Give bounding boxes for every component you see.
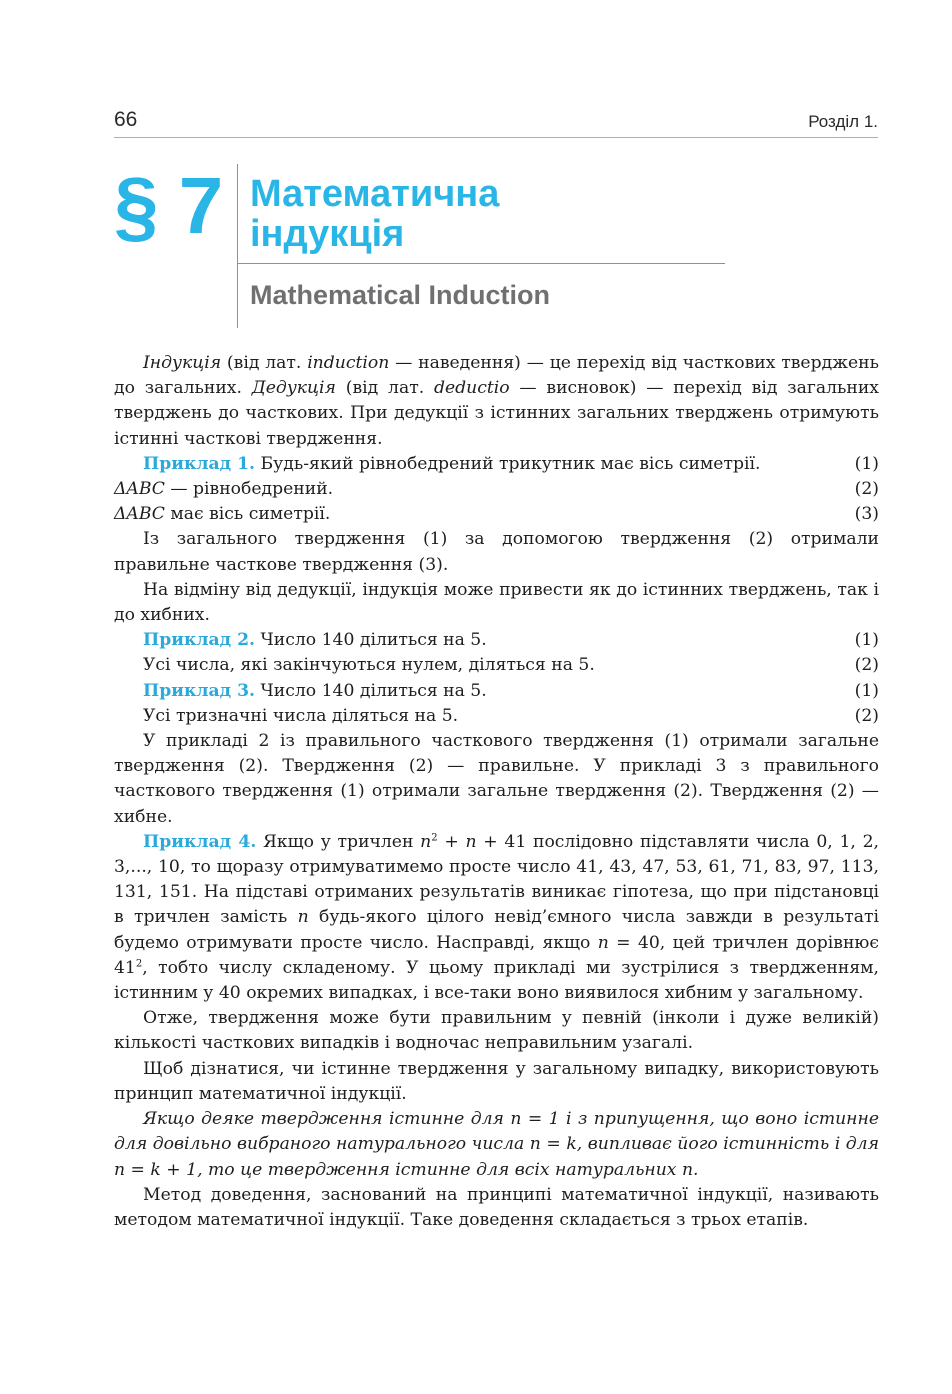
text-span: — наведення) — це перехід від часткових тверджень до загальних. (114, 353, 879, 399)
paragraph-2: Із загального твердження (1) за допомогою твердження (2) отримали правильне часткове твердження (3). (114, 529, 879, 575)
equation-number: (3) (854, 504, 879, 525)
section-label: Розділ 1. (808, 112, 878, 131)
text-span: (від лат. (221, 353, 308, 373)
example1-label: Приклад 1. (143, 453, 256, 474)
var-n: n (420, 831, 432, 852)
var-n: n (465, 831, 477, 852)
text-span: , тобто числу складеному. У цьому прикладі ми зустрілися з твердженням, істинним у 40 окремих випадках, і все-таки воно виявилося хибним у загальному. (114, 957, 879, 1004)
text-span: Будь-який рівнобедрений трикутник має вісь симетрії. (255, 453, 761, 474)
example3-line2 (114, 704, 879, 729)
equation-number: (2) (854, 479, 879, 500)
title-rule (237, 263, 725, 264)
text-span: Усі числа, які закінчуються нулем, діляться на 5. (143, 655, 595, 676)
text-span: — висновок) — перехід від загальних тверджень до часткових. При дедукції з істинних загальних тверджень отримують істинні часткові твердження. (114, 378, 879, 449)
example1-line1 (114, 452, 879, 477)
section-title-line2: індукція (250, 213, 405, 255)
example4-label: Приклад 4. (143, 831, 257, 852)
section-title-line1: Математична (250, 173, 500, 215)
example2-line1 (114, 628, 879, 653)
triangle-abc: ΔABC (114, 479, 165, 500)
paragraph-6: Щоб дізнатися, чи істинне твердження у загальному випадку, використовують принцип математичної індукції. (114, 1058, 879, 1104)
vertical-rule (237, 164, 238, 328)
triangle-abc: ΔABC (114, 504, 165, 525)
equation-number: (2) (854, 655, 879, 676)
equation-number: (1) (854, 680, 879, 701)
paragraph-intro (114, 351, 879, 452)
term-induction: Індукція (143, 353, 222, 373)
header-rule (114, 137, 878, 138)
latin-deductio: deductio (433, 378, 510, 399)
text-span: + 41 послідовно підставляти числа 0, 1, 2, 3,..., 10, то щоразу отримуватимемо просте число 41, 43, 47, 53, 61, 71, 83, 97, 113, 131, 151. На підставі отриманих результатів виникає гіпотеза, що при підстановці в тричлен замість (114, 831, 880, 928)
text-span: + (437, 831, 466, 852)
example1-line3 (114, 502, 879, 527)
paragraph-5: Отже, твердження може бути правильним у певній (інколи і дуже великій) кількості часткових випадків і водночас неправильним узагалі. (114, 1008, 879, 1054)
paragraph-4: У прикладі 2 із правильного часткового твердження (1) отримали загальне твердження (2). Твердження (2) — правильне. У прикладі 3 з правильного часткового твердження (1) отримали загальне твердження (2). Твердження (2) — хибне. (114, 731, 879, 827)
term-deduction: Дедукція (251, 378, 336, 399)
equation-number: (1) (854, 630, 879, 651)
principle-statement: Якщо деяке твердження істинне для n = 1 і з припущення, що воно істинне для довільно вибраного натурального числа n = k, випливає його істинність і для n = k + 1, то це твердження істинне для всіх натуральних n. (114, 1109, 879, 1180)
example2-line2 (114, 653, 879, 678)
text-span: Число 140 ділиться на 5. (255, 630, 487, 651)
section-subtitle: Mathematical Induction (250, 280, 551, 310)
section-title (250, 174, 499, 254)
superscript: 2 (135, 958, 143, 970)
equation-number: (2) (854, 705, 879, 726)
equation-number: (1) (854, 453, 879, 474)
text-span: має вісь симетрії. (164, 504, 331, 525)
paragraph-8: Метод доведення, заснований на принципі математичної індукції, називають методом математичної індукції. Таке доведення складається з трьох етапів. (114, 1184, 879, 1230)
example4-paragraph (114, 830, 879, 1006)
var-n: n (297, 907, 309, 928)
text-span: будь-якого цілого невід’ємного числа завжди в результаті будемо отримувати просте число. Насправді, якщо (114, 907, 879, 953)
body-text (114, 351, 879, 1233)
section-number: § 7 (114, 161, 223, 250)
var-n: n (597, 932, 609, 953)
text-span: Якщо у тричлен (256, 831, 421, 852)
text-span: — рівнобедрений. (164, 479, 334, 500)
text-span: (від лат. (335, 378, 434, 399)
example2-label: Приклад 2. (143, 630, 256, 651)
superscript: 2 (431, 832, 438, 844)
text-span: Усі тризначні числа діляться на 5. (143, 705, 459, 726)
text-span: Число 140 ділиться на 5. (255, 680, 487, 701)
example3-label: Приклад 3. (143, 680, 256, 701)
latin-induction: induction (307, 353, 390, 373)
example3-line1 (114, 679, 879, 704)
paragraph-3: На відміну від дедукції, індукція може привести як до істинних тверджень, так і до хибних. (114, 579, 879, 626)
example1-line2 (114, 477, 879, 502)
page-number: 66 (114, 108, 138, 131)
text-span: = 40, цей тричлен дорівнює 41 (114, 932, 879, 978)
